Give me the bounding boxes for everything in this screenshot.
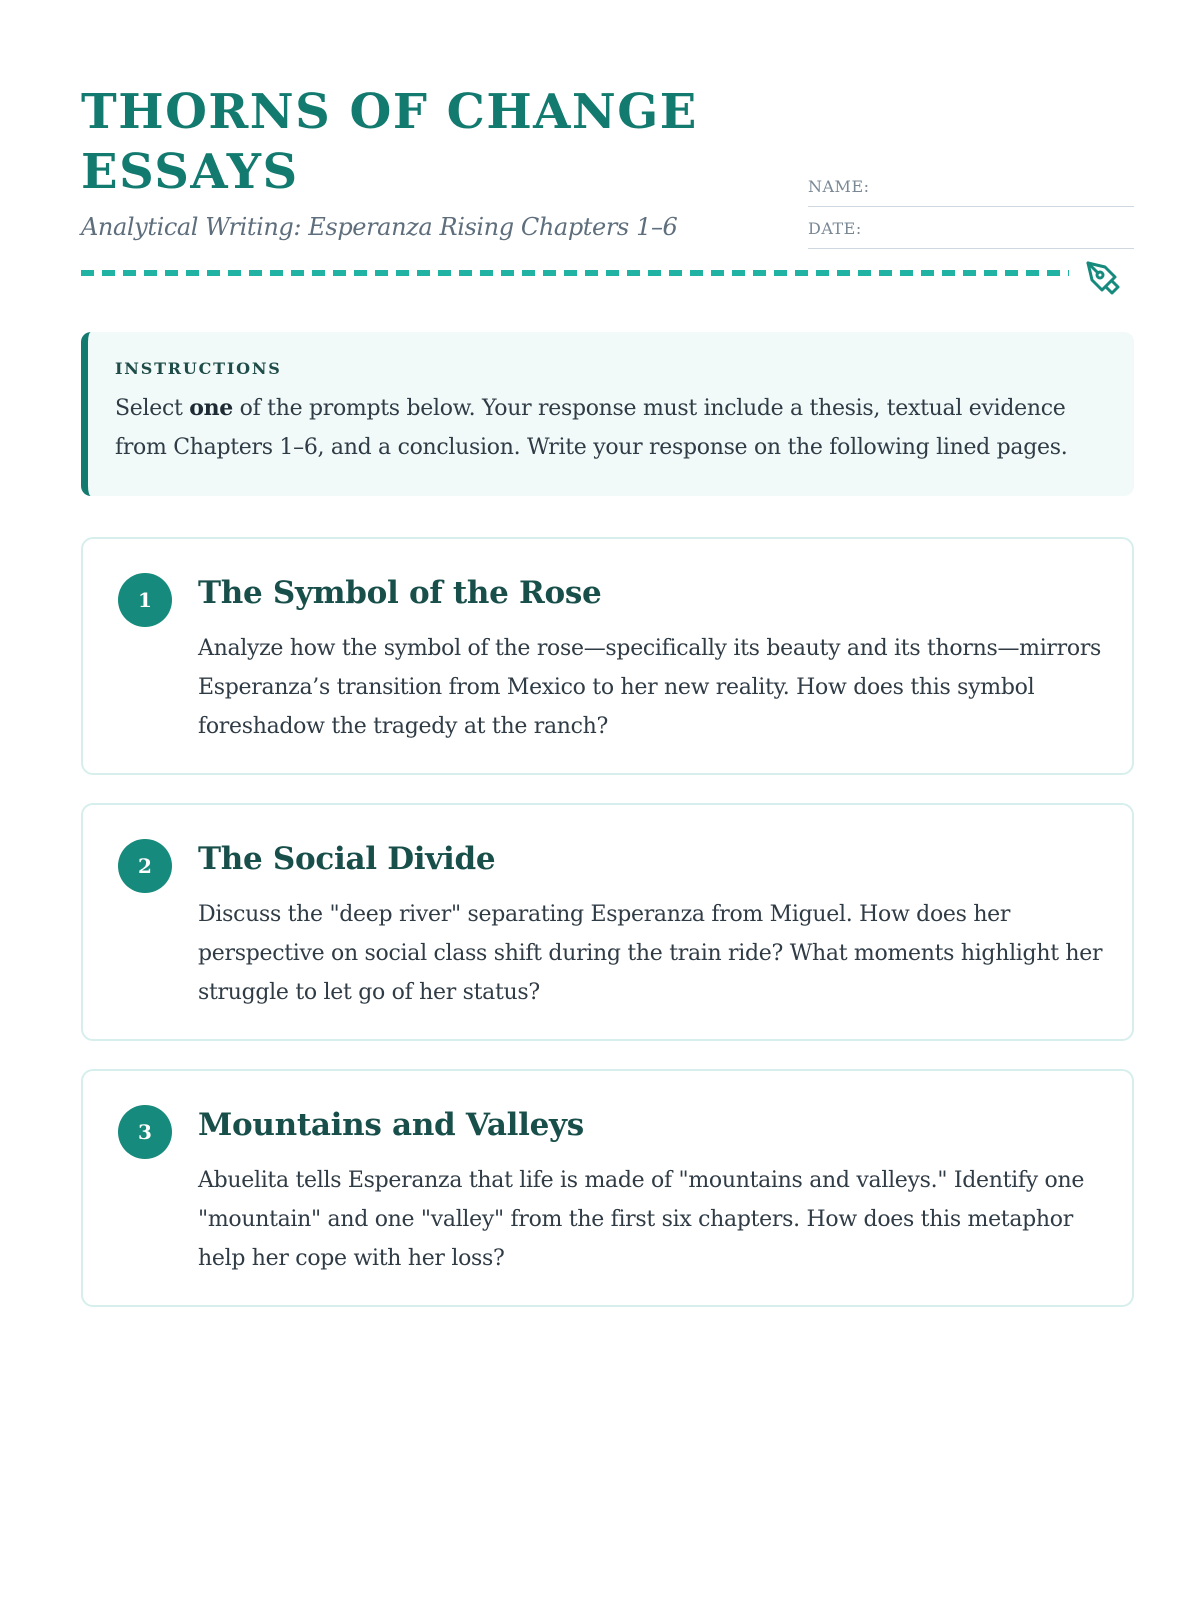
dashed-divider — [81, 270, 1069, 276]
page-subtitle: Analytical Writing: Esperanza Rising Chapters 1–6 — [81, 213, 678, 241]
prompt-body: Analyze how the symbol of the rose—specifically its beauty and its thorns—mirrors Esperanza’s transition from Mexico to her new reality. How does this symbol foreshadow the tragedy at the ranch? — [198, 636, 1102, 739]
student-info-fields — [808, 167, 1134, 249]
name-field[interactable] — [808, 167, 1134, 207]
instructions-heading: INSTRUCTIONS — [115, 359, 282, 378]
prompt-title: Mountains and Valleys — [198, 1107, 584, 1143]
prompt-number-badge: 1 — [118, 573, 172, 627]
instructions-panel — [81, 332, 1134, 496]
prompt-number-badge: 3 — [118, 1105, 172, 1159]
prompt-title: The Social Divide — [198, 841, 496, 877]
page-title: THORNS OF CHANGE ESSAYS — [81, 84, 698, 200]
prompt-card[interactable] — [81, 803, 1134, 1041]
name-label: NAME: — [808, 177, 870, 196]
instructions-text-end: of the prompts below. Your response must include a thesis, textual evidence from Chapters 1–6, and a conclusion. Write your response on the following lined pages. — [115, 396, 1068, 460]
prompt-card[interactable] — [81, 537, 1134, 775]
prompt-body: Abuelita tells Esperanza that life is made of "mountains and valleys." Identify one "mountain" and one "valley" from the first six chapters. How does this metaphor help her cope with her loss? — [198, 1168, 1085, 1271]
prompt-card[interactable] — [81, 1069, 1134, 1307]
instructions-emphasis: one — [189, 395, 233, 421]
pen-nib-icon — [1082, 257, 1122, 297]
prompt-body: Discuss the "deep river" separating Esperanza from Miguel. How does her perspective on social class shift during the train ride? What moments highlight her struggle to let go of her status? — [198, 902, 1103, 1005]
prompt-number-badge: 2 — [118, 839, 172, 893]
instructions-text-start: Select — [115, 396, 190, 421]
date-field[interactable] — [808, 209, 1134, 249]
worksheet-header — [81, 82, 1135, 242]
date-label: DATE: — [808, 219, 862, 238]
prompt-title: The Symbol of the Rose — [198, 575, 602, 611]
instructions-text — [115, 389, 1104, 467]
